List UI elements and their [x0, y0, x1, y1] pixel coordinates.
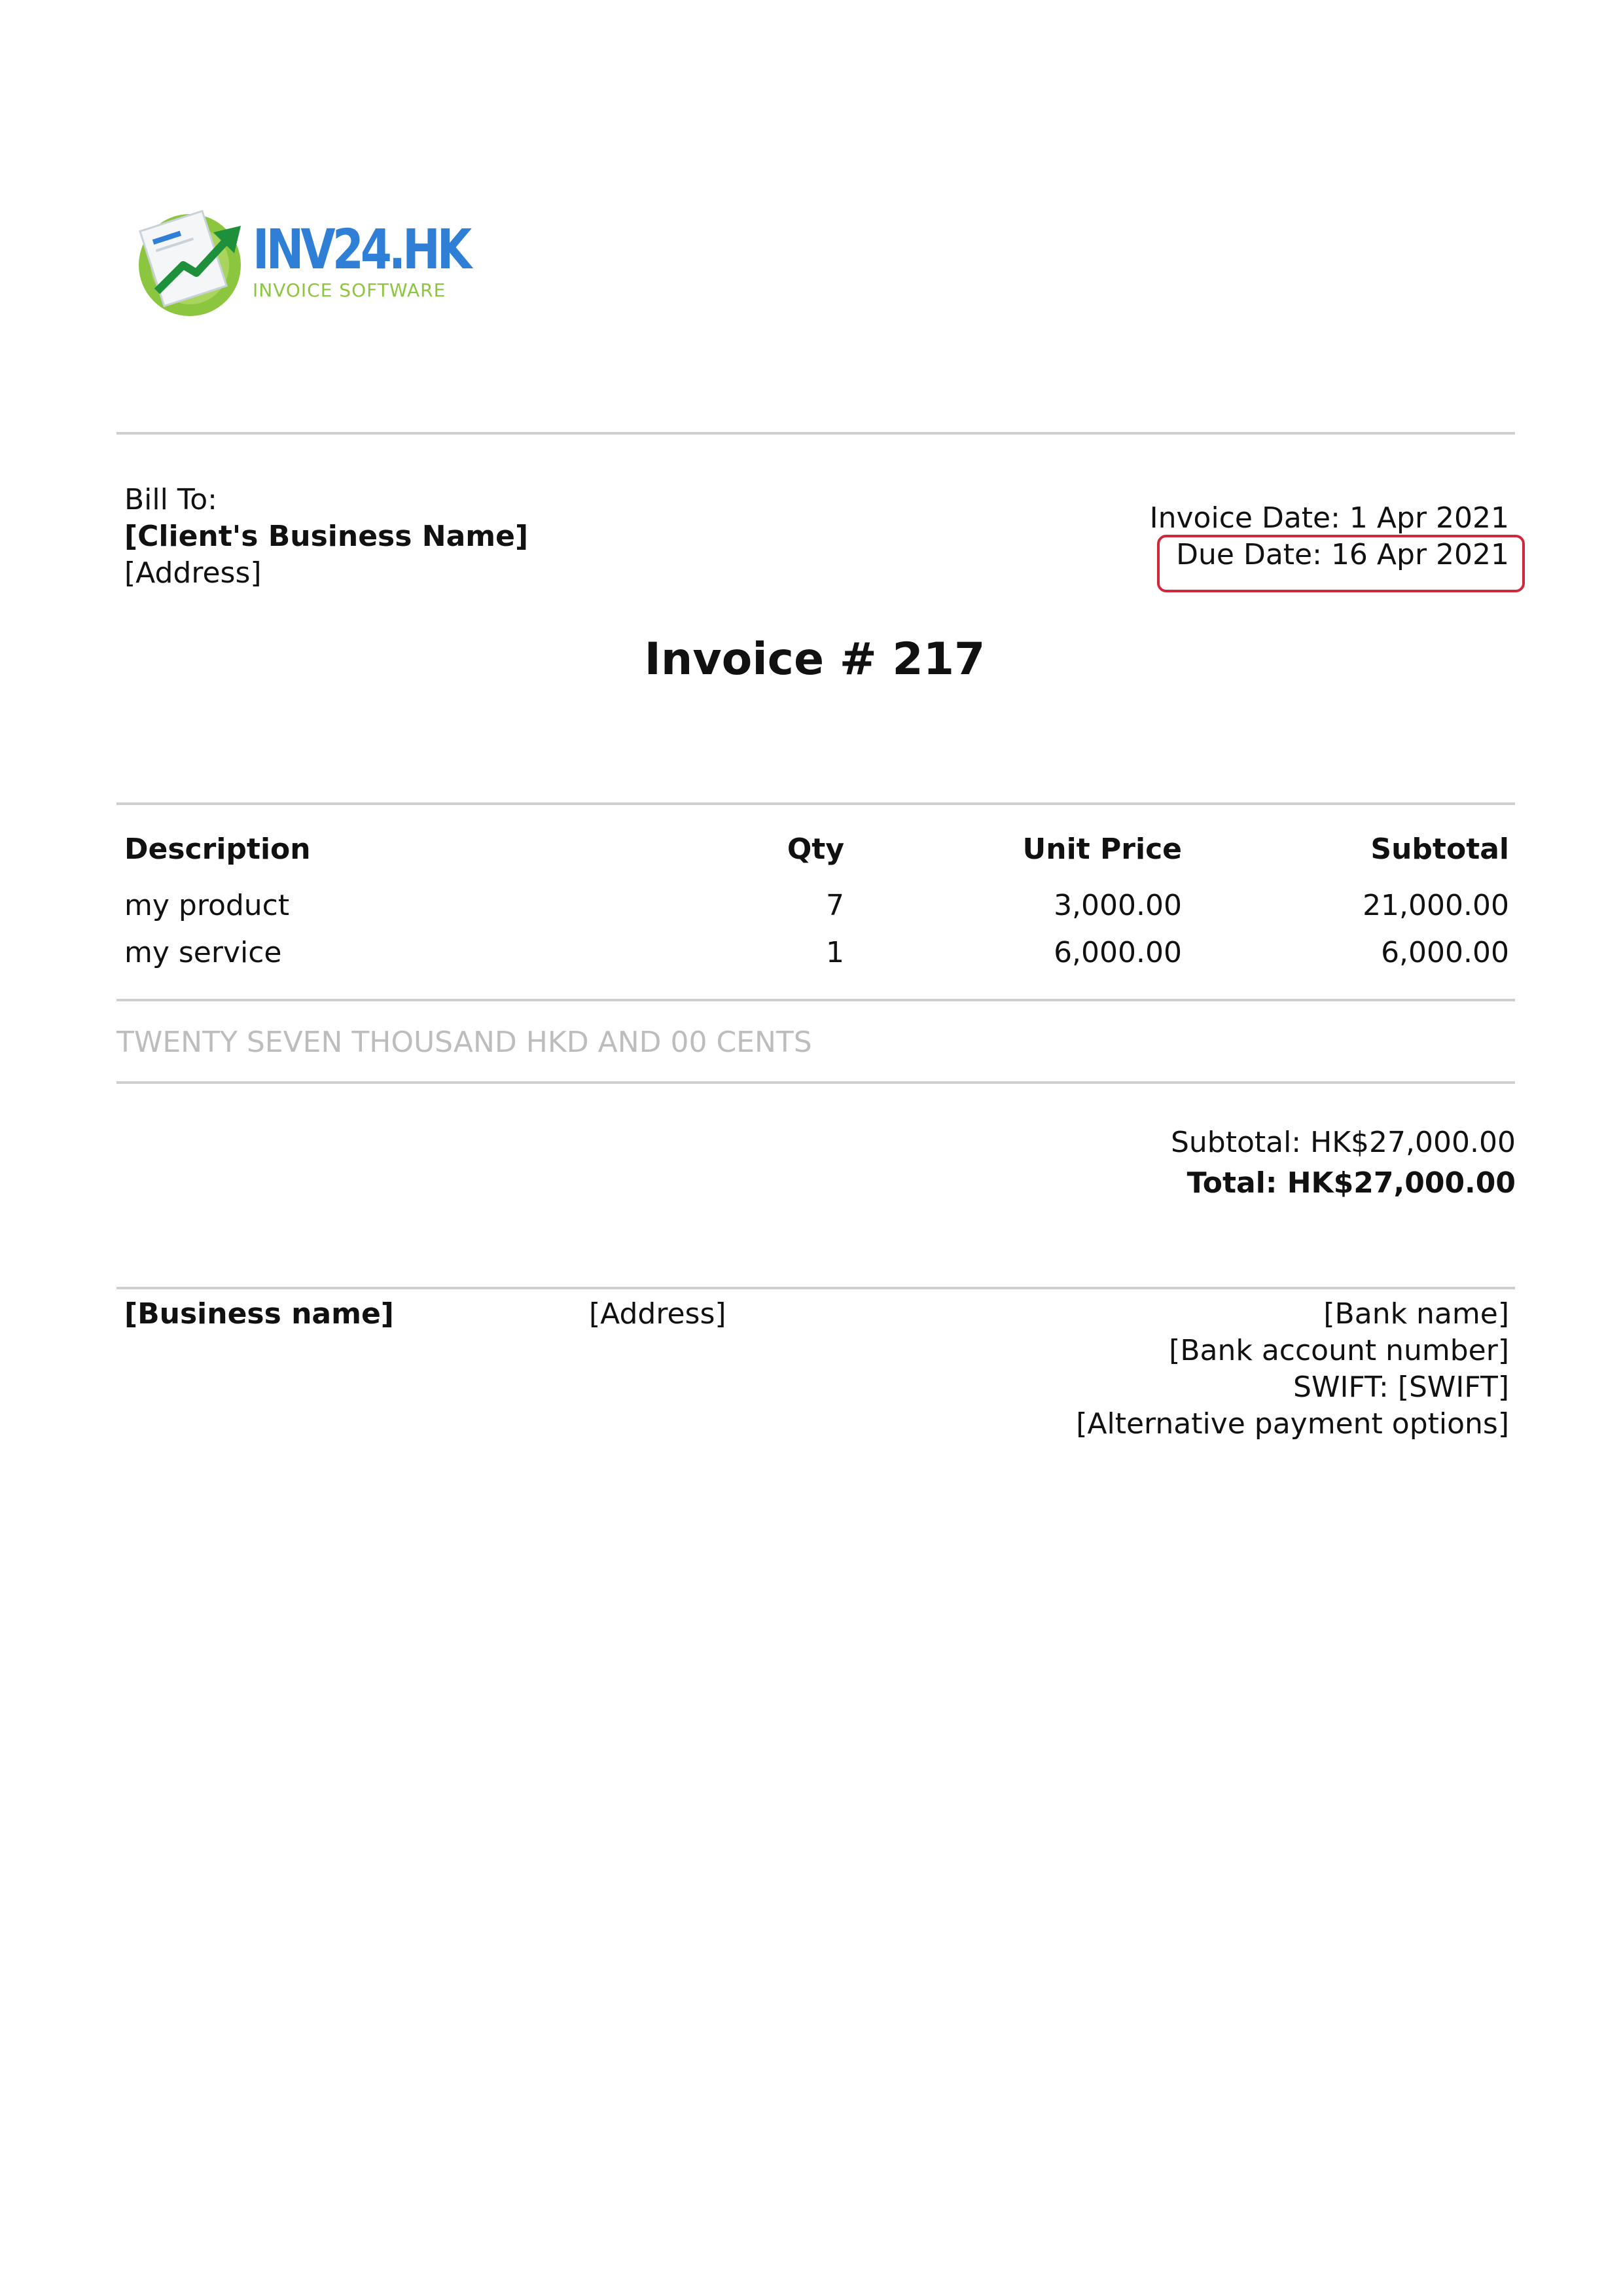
logo-brand-text: INV24.HK	[253, 217, 469, 281]
footer-bank-account: [Bank account number]	[1169, 1334, 1509, 1367]
totals-total: Total: HK$27,000.00	[1186, 1166, 1516, 1200]
footer-business-name: [Business name]	[124, 1297, 394, 1331]
footer-address: [Address]	[589, 1297, 726, 1331]
row-description: my service	[124, 936, 282, 969]
row-subtotal: 6,000.00	[1381, 936, 1509, 969]
header-description: Description	[124, 833, 311, 866]
due-date-highlight-box	[1157, 535, 1525, 592]
due-date: Due Date: 16 Apr 2021	[1176, 538, 1509, 571]
row-subtotal: 21,000.00	[1363, 889, 1509, 922]
invoice-title: Invoice # 217	[644, 634, 986, 685]
row-qty: 7	[826, 889, 844, 922]
footer-swift: SWIFT: [SWIFT]	[1293, 1371, 1509, 1404]
row-description: my product	[124, 889, 290, 922]
table-bottom-divider	[116, 999, 1515, 1001]
row-qty: 1	[826, 936, 844, 969]
client-address: [Address]	[124, 556, 262, 590]
client-business-name: [Client's Business Name]	[124, 520, 529, 553]
footer-divider	[116, 1287, 1515, 1289]
footer-alt-payment: [Alternative payment options]	[1076, 1407, 1509, 1441]
totals-divider	[116, 1081, 1515, 1084]
bill-to-label: Bill To:	[124, 483, 217, 516]
logo-tagline: INVOICE SOFTWARE	[253, 279, 446, 301]
header-divider	[116, 432, 1515, 435]
logo-emblem-icon	[131, 200, 249, 317]
totals-subtotal: Subtotal: HK$27,000.00	[1170, 1126, 1516, 1159]
invoice-date: Invoice Date: 1 Apr 2021	[1149, 501, 1509, 535]
header-unit-price: Unit Price	[1022, 833, 1182, 866]
footer-bank-name: [Bank name]	[1323, 1297, 1509, 1331]
amount-in-words: TWENTY SEVEN THOUSAND HKD AND 00 CENTS	[116, 1026, 812, 1059]
table-top-divider	[116, 802, 1515, 805]
row-unit-price: 3,000.00	[1054, 889, 1182, 922]
header-subtotal: Subtotal	[1370, 833, 1509, 866]
header-qty: Qty	[787, 833, 844, 866]
row-unit-price: 6,000.00	[1054, 936, 1182, 969]
